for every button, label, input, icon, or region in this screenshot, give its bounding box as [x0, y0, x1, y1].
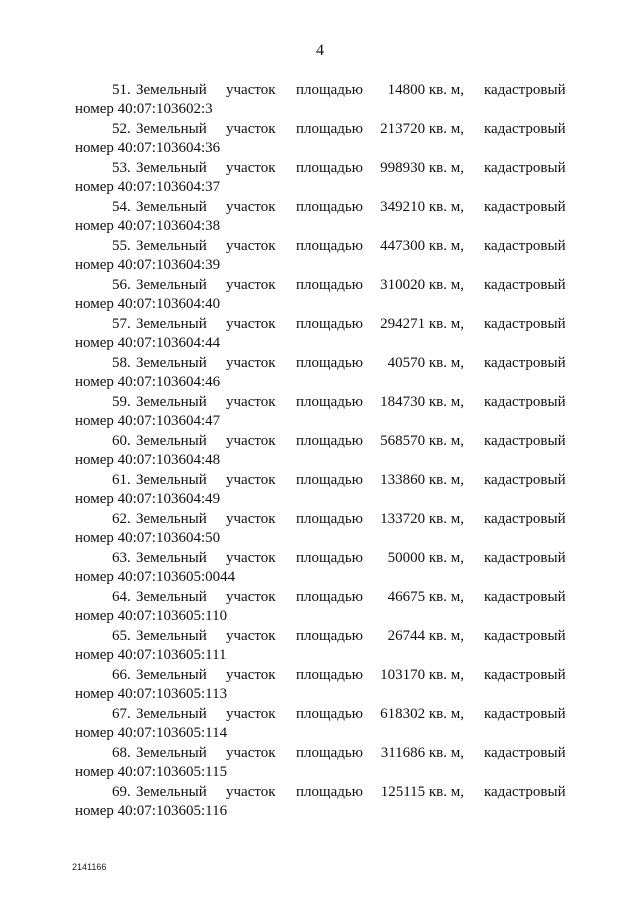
- entry-word-plot: участок: [226, 745, 276, 761]
- entry-word-plot: участок: [226, 589, 276, 605]
- entry-cadastral-number: номер 40:07:103602:3: [75, 101, 213, 117]
- land-plot-entry: [0, 392, 640, 431]
- entry-word-cadastral: кадастровый: [484, 511, 566, 527]
- land-plot-entry: [0, 743, 640, 782]
- entry-word-area-label: площадью: [296, 784, 363, 800]
- entry-cadastral-number: номер 40:07:103604:40: [75, 296, 221, 312]
- entry-word-cadastral: кадастровый: [484, 160, 566, 176]
- entry-area-value: 133720 кв. м,: [380, 511, 464, 527]
- entry-line-1: [0, 743, 640, 763]
- entry-area-value: 14800 кв. м,: [387, 82, 464, 98]
- entry-number: 54.: [112, 199, 131, 215]
- entry-word-plot: участок: [226, 394, 276, 410]
- entry-word-cadastral: кадастровый: [484, 628, 566, 644]
- entry-word-area-label: площадью: [296, 745, 363, 761]
- entry-word-land: Земельный: [136, 238, 207, 254]
- entry-cadastral-number: номер 40:07:103604:47: [75, 413, 221, 429]
- entry-number: 65.: [112, 628, 131, 644]
- entry-number: 62.: [112, 511, 131, 527]
- land-plot-entry: [0, 314, 640, 353]
- entry-line-1: [0, 353, 640, 373]
- entry-word-area-label: площадью: [296, 277, 363, 293]
- entry-word-plot: участок: [226, 199, 276, 215]
- entry-word-area-label: площадью: [296, 550, 363, 566]
- entry-word-cadastral: кадастровый: [484, 784, 566, 800]
- entry-word-land: Земельный: [136, 511, 207, 527]
- entry-cadastral-number: номер 40:07:103604:37: [75, 179, 221, 195]
- entry-word-plot: участок: [226, 160, 276, 176]
- entry-area-value: 46675 кв. м,: [387, 589, 464, 605]
- entry-word-plot: участок: [226, 121, 276, 137]
- entry-line-1: [0, 470, 640, 490]
- entry-word-cadastral: кадастровый: [484, 745, 566, 761]
- entry-number: 67.: [112, 706, 131, 722]
- entry-word-area-label: площадью: [296, 472, 363, 488]
- entry-word-cadastral: кадастровый: [484, 316, 566, 332]
- entry-line-1: [0, 275, 640, 295]
- entry-word-plot: участок: [226, 706, 276, 722]
- entry-cadastral-number: номер 40:07:103604:44: [75, 335, 221, 351]
- entry-word-land: Земельный: [136, 472, 207, 488]
- entry-word-land: Земельный: [136, 550, 207, 566]
- land-plot-entry: [0, 470, 640, 509]
- entry-number: 51.: [112, 82, 131, 98]
- entry-cadastral-number: номер 40:07:103604:48: [75, 452, 221, 468]
- entry-number: 52.: [112, 121, 131, 137]
- entry-word-land: Земельный: [136, 277, 207, 293]
- entry-line-1: [0, 392, 640, 412]
- entry-word-plot: участок: [226, 628, 276, 644]
- entry-word-area-label: площадью: [296, 316, 363, 332]
- land-plot-entry: [0, 626, 640, 665]
- entry-line-1: [0, 314, 640, 334]
- entry-area-value: 213720 кв. м,: [380, 121, 464, 137]
- entry-word-area-label: площадью: [296, 160, 363, 176]
- entry-number: 55.: [112, 238, 131, 254]
- entry-cadastral-number: номер 40:07:103604:39: [75, 257, 221, 273]
- entry-area-value: 294271 кв. м,: [380, 316, 464, 332]
- entry-line-1: [0, 548, 640, 568]
- entry-word-cadastral: кадастровый: [484, 706, 566, 722]
- land-plot-entry: [0, 119, 640, 158]
- entry-word-plot: участок: [226, 355, 276, 371]
- entry-area-value: 184730 кв. м,: [380, 394, 464, 410]
- entry-word-cadastral: кадастровый: [484, 355, 566, 371]
- entry-number: 56.: [112, 277, 131, 293]
- entry-area-value: 40570 кв. м,: [387, 355, 464, 371]
- page-number: 4: [316, 42, 324, 59]
- entry-word-cadastral: кадастровый: [484, 472, 566, 488]
- entry-word-cadastral: кадастровый: [484, 199, 566, 215]
- entry-line-1: [0, 431, 640, 451]
- entry-cadastral-number: номер 40:07:103604:46: [75, 374, 221, 390]
- land-plot-entry: [0, 197, 640, 236]
- entry-word-cadastral: кадастровый: [484, 394, 566, 410]
- entry-number: 59.: [112, 394, 131, 410]
- entry-area-value: 103170 кв. м,: [380, 667, 464, 683]
- entry-area-value: 447300 кв. м,: [380, 238, 464, 254]
- entry-line-1: [0, 704, 640, 724]
- entry-line-1: [0, 587, 640, 607]
- land-plot-entry: [0, 236, 640, 275]
- entry-cadastral-number: номер 40:07:103605:116: [75, 803, 228, 819]
- entry-word-plot: участок: [226, 433, 276, 449]
- entry-word-area-label: площадью: [296, 589, 363, 605]
- entry-area-value: 568570 кв. м,: [380, 433, 464, 449]
- entry-word-cadastral: кадастровый: [484, 550, 566, 566]
- entry-line-1: [0, 236, 640, 256]
- entry-word-land: Земельный: [136, 121, 207, 137]
- entry-area-value: 349210 кв. м,: [380, 199, 464, 215]
- entry-word-area-label: площадью: [296, 82, 363, 98]
- entry-area-value: 998930 кв. м,: [380, 160, 464, 176]
- entry-cadastral-number: номер 40:07:103604:38: [75, 218, 221, 234]
- entry-number: 68.: [112, 745, 131, 761]
- entry-word-cadastral: кадастровый: [484, 238, 566, 254]
- land-plot-entry: [0, 509, 640, 548]
- land-plot-entry: [0, 158, 640, 197]
- entry-cadastral-number: номер 40:07:103605:110: [75, 608, 228, 624]
- entry-word-cadastral: кадастровый: [484, 667, 566, 683]
- entry-area-value: 125115 кв. м,: [380, 784, 464, 800]
- entry-number: 63.: [112, 550, 131, 566]
- land-plot-entry: [0, 80, 640, 119]
- entry-word-cadastral: кадастровый: [484, 433, 566, 449]
- land-plot-entry: [0, 704, 640, 743]
- entry-line-1: [0, 782, 640, 802]
- land-plot-entry: [0, 431, 640, 470]
- entry-number: 66.: [112, 667, 131, 683]
- entry-word-plot: участок: [226, 238, 276, 254]
- land-plot-entry: [0, 275, 640, 314]
- entry-line-1: [0, 197, 640, 217]
- entry-word-land: Земельный: [136, 82, 207, 98]
- entry-number: 57.: [112, 316, 131, 332]
- entry-cadastral-number: номер 40:07:103605:115: [75, 764, 228, 780]
- entry-word-land: Земельный: [136, 199, 207, 215]
- entry-number: 60.: [112, 433, 131, 449]
- entry-number: 53.: [112, 160, 131, 176]
- land-plot-entry: [0, 782, 640, 821]
- entry-word-plot: участок: [226, 784, 276, 800]
- entry-cadastral-number: номер 40:07:103605:114: [75, 725, 228, 741]
- entry-cadastral-number: номер 40:07:103605:113: [75, 686, 228, 702]
- entry-word-land: Земельный: [136, 160, 207, 176]
- entry-cadastral-number: номер 40:07:103604:49: [75, 491, 221, 507]
- entry-line-1: [0, 80, 640, 100]
- entry-area-value: 133860 кв. м,: [380, 472, 464, 488]
- entry-word-area-label: площадью: [296, 667, 363, 683]
- land-plot-list: [0, 80, 640, 821]
- entry-word-land: Земельный: [136, 589, 207, 605]
- entry-word-land: Земельный: [136, 745, 207, 761]
- document-code: 2141166: [72, 862, 107, 872]
- entry-word-plot: участок: [226, 550, 276, 566]
- entry-line-1: [0, 509, 640, 529]
- entry-word-land: Земельный: [136, 628, 207, 644]
- entry-number: 58.: [112, 355, 131, 371]
- entry-word-cadastral: кадастровый: [484, 121, 566, 137]
- entry-line-1: [0, 158, 640, 178]
- entry-word-area-label: площадью: [296, 355, 363, 371]
- entry-cadastral-number: номер 40:07:103604:50: [75, 530, 221, 546]
- entry-word-plot: участок: [226, 82, 276, 98]
- entry-word-area-label: площадью: [296, 394, 363, 410]
- entry-area-value: 26744 кв. м,: [387, 628, 464, 644]
- entry-number: 69.: [112, 784, 131, 800]
- entry-word-plot: участок: [226, 316, 276, 332]
- entry-line-1: [0, 665, 640, 685]
- entry-word-area-label: площадью: [296, 433, 363, 449]
- entry-cadastral-number: номер 40:07:103605:111: [75, 647, 227, 663]
- land-plot-entry: [0, 665, 640, 704]
- entry-area-value: 310020 кв. м,: [380, 277, 464, 293]
- entry-word-land: Земельный: [136, 394, 207, 410]
- entry-cadastral-number: номер 40:07:103604:36: [75, 140, 221, 156]
- entry-word-cadastral: кадастровый: [484, 82, 566, 98]
- entry-word-cadastral: кадастровый: [484, 277, 566, 293]
- entry-word-plot: участок: [226, 277, 276, 293]
- entry-area-value: 618302 кв. м,: [380, 706, 464, 722]
- entry-word-area-label: площадью: [296, 706, 363, 722]
- entry-word-land: Земельный: [136, 355, 207, 371]
- entry-number: 64.: [112, 589, 131, 605]
- land-plot-entry: [0, 353, 640, 392]
- entry-area-value: 311686 кв. м,: [380, 745, 464, 761]
- entry-word-area-label: площадью: [296, 121, 363, 137]
- land-plot-entry: [0, 548, 640, 587]
- entry-word-area-label: площадью: [296, 628, 363, 644]
- entry-word-land: Земельный: [136, 433, 207, 449]
- entry-area-value: 50000 кв. м,: [387, 550, 464, 566]
- entry-line-1: [0, 119, 640, 139]
- entry-word-cadastral: кадастровый: [484, 589, 566, 605]
- entry-word-plot: участок: [226, 472, 276, 488]
- entry-word-land: Земельный: [136, 316, 207, 332]
- entry-word-land: Земельный: [136, 706, 207, 722]
- entry-number: 61.: [112, 472, 131, 488]
- entry-word-plot: участок: [226, 667, 276, 683]
- entry-word-plot: участок: [226, 511, 276, 527]
- land-plot-entry: [0, 587, 640, 626]
- entry-word-land: Земельный: [136, 667, 207, 683]
- entry-word-area-label: площадью: [296, 238, 363, 254]
- entry-cadastral-number: номер 40:07:103605:0044: [75, 569, 236, 585]
- entry-word-land: Земельный: [136, 784, 207, 800]
- entry-word-area-label: площадью: [296, 199, 363, 215]
- entry-word-area-label: площадью: [296, 511, 363, 527]
- entry-line-1: [0, 626, 640, 646]
